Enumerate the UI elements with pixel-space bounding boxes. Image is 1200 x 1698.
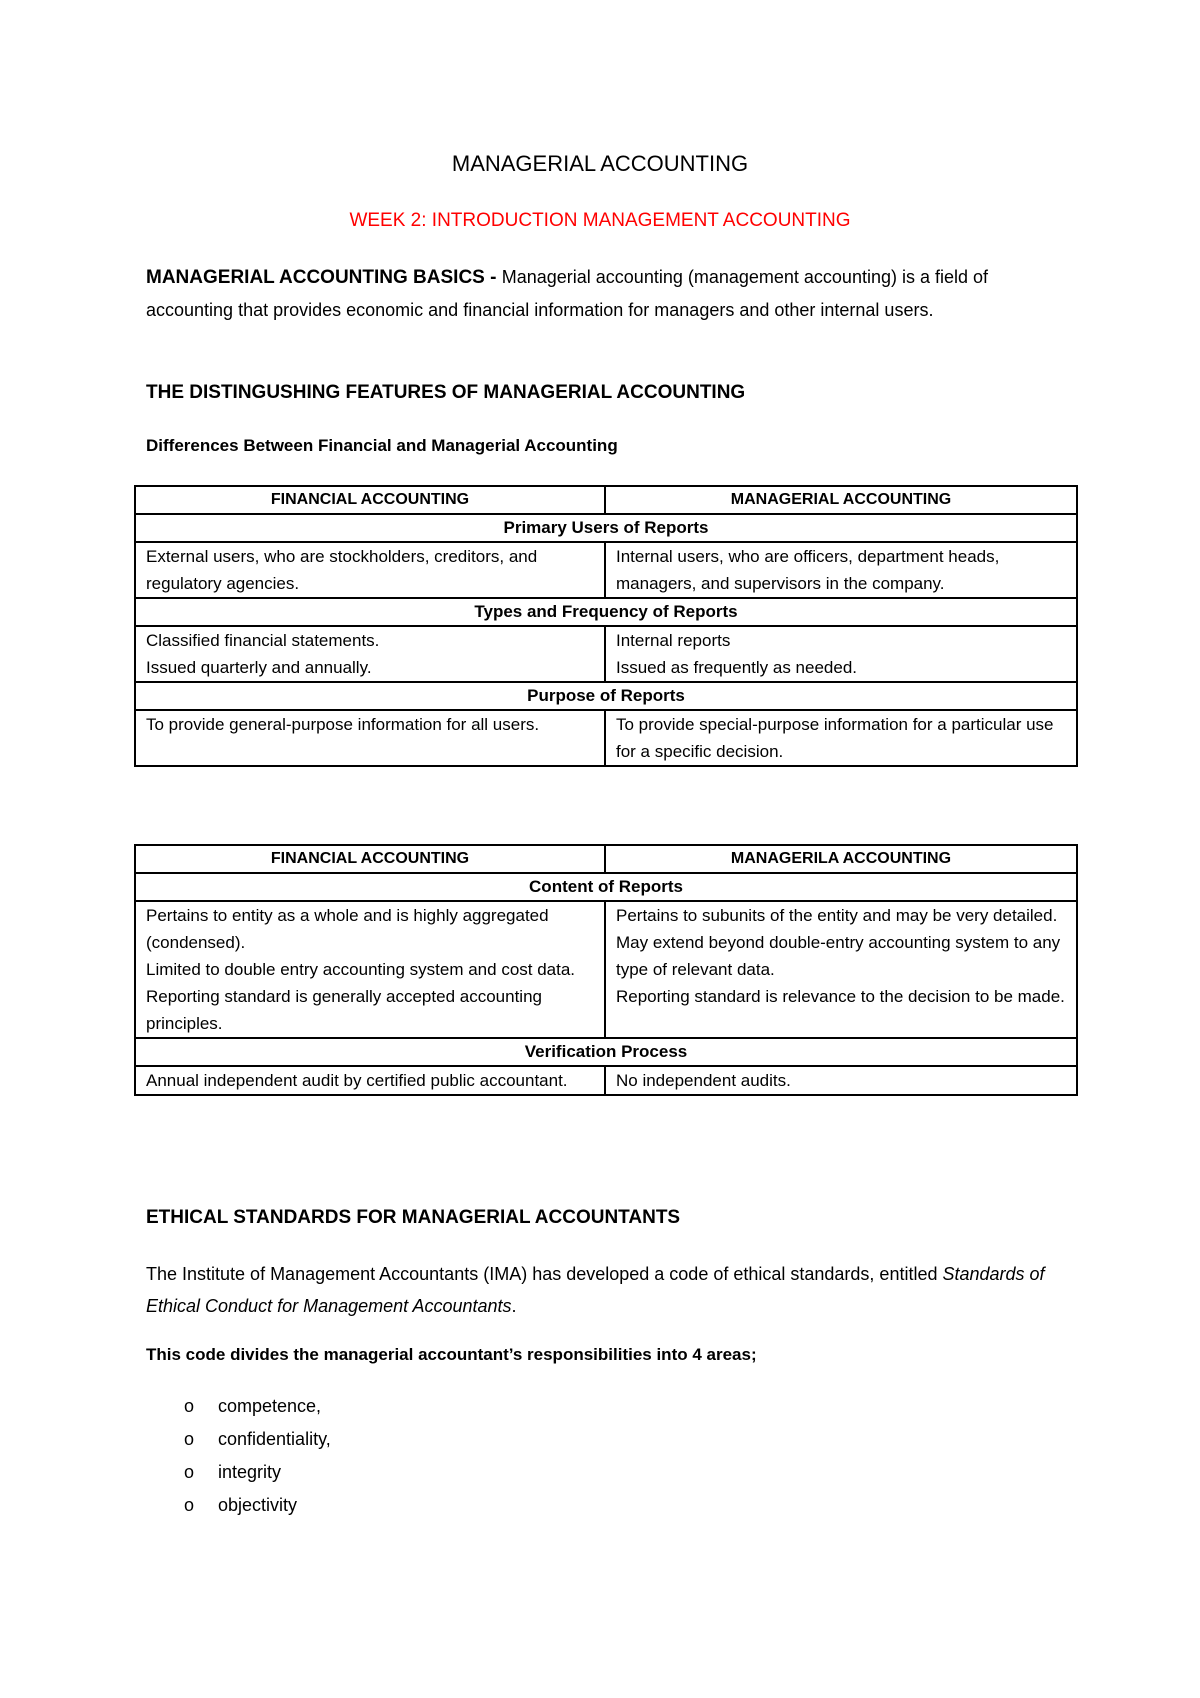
cell-line: Annual independent audit by certified public accountant.	[146, 1071, 568, 1090]
table-row	[135, 901, 1077, 1038]
bullet-circle-icon: o	[184, 1495, 195, 1515]
list-item	[184, 1489, 331, 1522]
ethics-text: The Institute of Management Accountants (IMA) has developed a code of ethical standards, entitled	[146, 1264, 943, 1284]
list-item-text: objectivity	[218, 1495, 298, 1515]
comparison-table-2	[134, 844, 1078, 1096]
differences-heading: Differences Between Financial and Managerial Accounting	[146, 436, 618, 455]
ethics-text-end: .	[511, 1296, 517, 1316]
basics-label: MANAGERIAL ACCOUNTING BASICS -	[146, 267, 502, 288]
table-row	[135, 626, 1077, 682]
code-heading: This code divides the managerial accountant’s responsibilities into 4 areas;	[146, 1345, 757, 1364]
cell-line: Limited to double entry accounting system and cost data.	[146, 960, 576, 979]
ethics-heading: ETHICAL STANDARDS FOR MANAGERIAL ACCOUNTANTS	[146, 1207, 681, 1228]
financial-cell	[135, 626, 605, 682]
bullet-circle-icon: o	[184, 1396, 195, 1416]
financial-cell	[135, 710, 605, 766]
section-row	[135, 873, 1077, 901]
cell-line: Pertains to entity as a whole and is highly aggregated (condensed).	[146, 906, 549, 952]
document-title: MANAGERIAL ACCOUNTING	[451, 151, 749, 176]
week-subtitle: WEEK 2: INTRODUCTION MANAGEMENT ACCOUNTING	[349, 210, 851, 231]
table-row	[135, 1066, 1077, 1095]
section-row	[135, 598, 1077, 626]
cell-line: Issued as frequently as needed.	[616, 658, 857, 677]
financial-cell	[135, 1066, 605, 1095]
cell-line: No independent audits.	[616, 1071, 791, 1090]
cell-line: Issued quarterly and annually.	[146, 658, 372, 677]
section-heading-verification: Verification Process	[135, 1038, 1077, 1066]
ethics-standards-title: Standards of Ethical Conduct for Management Accountants	[146, 1264, 1045, 1316]
cell-line: Internal users, who are officers, department heads, managers, and supervisors in the company.	[616, 547, 1000, 593]
bullet-circle-icon: o	[184, 1462, 195, 1482]
managerial-cell	[605, 901, 1077, 1038]
bullet-circle-icon: o	[184, 1429, 195, 1449]
basics-paragraph	[146, 261, 1076, 326]
features-heading: THE DISTINGUSHING FEATURES OF MANAGERIAL ACCOUNTING	[146, 382, 746, 403]
column-header-financial: FINANCIAL ACCOUNTING	[135, 486, 605, 514]
cell-line: External users, who are stockholders, creditors, and regulatory agencies.	[146, 547, 538, 593]
financial-cell	[135, 901, 605, 1038]
cell-line: Classified financial statements.	[146, 631, 380, 650]
managerial-cell	[605, 626, 1077, 682]
managerial-cell	[605, 542, 1077, 598]
list-item-text: competence,	[218, 1396, 322, 1416]
ethics-paragraph	[146, 1258, 1076, 1322]
table-header-row	[135, 845, 1077, 873]
cell-line: Reporting standard is generally accepted accounting principles.	[146, 987, 542, 1033]
table-row	[135, 710, 1077, 766]
managerial-cell	[605, 710, 1077, 766]
cell-line: To provide special-purpose information for a particular use for a specific decision.	[616, 715, 1054, 761]
cell-line: Reporting standard is relevance to the decision to be made.	[616, 987, 1065, 1006]
table-row	[135, 542, 1077, 598]
cell-line: May extend beyond double-entry accounting system to any type of relevant data.	[616, 933, 1061, 979]
column-header-managerial: MANAGERIAL ACCOUNTING	[605, 486, 1077, 514]
cell-line: To provide general-purpose information for all users.	[146, 715, 540, 734]
section-row	[135, 1038, 1077, 1066]
table-header-row	[135, 486, 1077, 514]
section-heading-content: Content of Reports	[135, 873, 1077, 901]
section-heading-primary-users: Primary Users of Reports	[135, 514, 1077, 542]
basics-text: Managerial accounting (management accounting) is a field of accounting that provides economic and financial information for managers and other internal users.	[146, 267, 989, 320]
section-row	[135, 682, 1077, 710]
list-item	[184, 1456, 331, 1489]
section-heading-types-frequency: Types and Frequency of Reports	[135, 598, 1077, 626]
financial-cell	[135, 542, 605, 598]
list-item-text: integrity	[218, 1462, 282, 1482]
list-item-text: confidentiality,	[218, 1429, 331, 1449]
managerial-cell	[605, 1066, 1077, 1095]
comparison-table-1	[134, 485, 1078, 767]
cell-line: Internal reports	[616, 631, 731, 650]
section-row	[135, 514, 1077, 542]
section-heading-purpose: Purpose of Reports	[135, 682, 1077, 710]
responsibility-list	[184, 1390, 331, 1522]
list-item	[184, 1390, 331, 1423]
column-header-financial: FINANCIAL ACCOUNTING	[135, 845, 605, 873]
column-header-managerial: MANAGERILA ACCOUNTING	[605, 845, 1077, 873]
list-item	[184, 1423, 331, 1456]
cell-line: Pertains to subunits of the entity and may be very detailed.	[616, 906, 1058, 925]
